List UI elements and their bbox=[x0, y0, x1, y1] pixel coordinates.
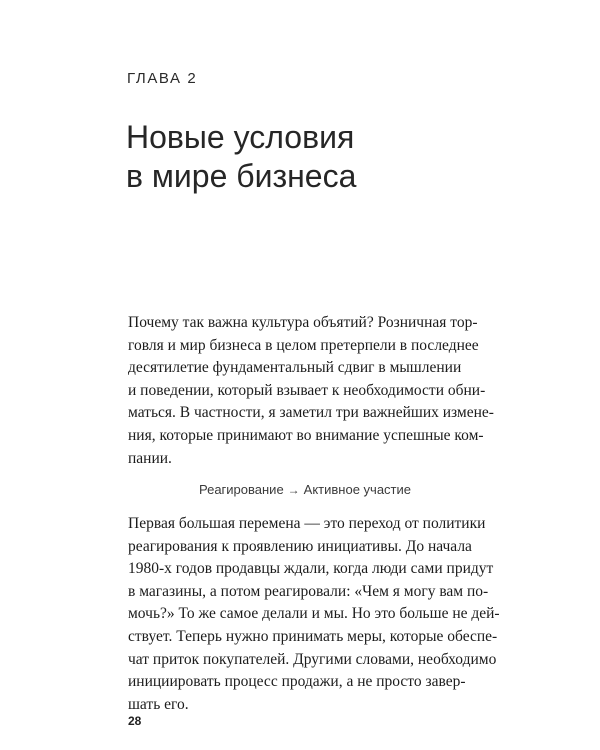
text-line: в магазины, а потом реагировали: «Чем я могу вам по- bbox=[128, 582, 489, 600]
text-line: мочь?» То же самое делали и мы. Но это больше не дей- bbox=[128, 605, 500, 623]
section-subheading bbox=[128, 482, 482, 497]
arrow-right-icon: → bbox=[287, 483, 300, 497]
chapter-title-line: Новые условия bbox=[126, 119, 355, 155]
body-paragraph-1 bbox=[128, 312, 494, 470]
page-number: 28 bbox=[128, 714, 142, 728]
text-line: и поведении, который взывает к необходимости обни- bbox=[128, 381, 486, 399]
text-line: десятилетие фундаментальный сдвиг в мышлении bbox=[128, 359, 462, 377]
subheading-right: Активное участие bbox=[303, 482, 411, 497]
chapter-title-line: в мире бизнеса bbox=[126, 158, 357, 194]
text-line: Почему так важна культура объятий? Розничная тор- bbox=[128, 314, 478, 331]
text-line: реагирования к проявлению инициативы. До начала bbox=[128, 537, 472, 555]
text-line: чат приток покупателей. Другими словами, необходимо bbox=[128, 650, 497, 668]
text-line: говля и мир бизнеса в целом претерпели в последнее bbox=[128, 336, 479, 354]
body-paragraph-2 bbox=[128, 513, 500, 716]
chapter-label: ГЛАВА 2 bbox=[127, 70, 198, 87]
subheading-left: Реагирование bbox=[198, 482, 284, 497]
text-line: шать его. bbox=[128, 695, 189, 713]
text-line: 1980-х годов продавцы ждали, когда люди сами придут bbox=[128, 560, 494, 578]
text-line: ствует. Теперь нужно принимать меры, которые обеспе- bbox=[128, 627, 498, 645]
text-line: инициировать процесс продажи, а не просто завер- bbox=[128, 673, 466, 691]
text-line: ния, которые принимают во внимание успешные ком- bbox=[128, 426, 484, 444]
text-line: маться. В частности, я заметил три важнейших измене- bbox=[128, 404, 494, 422]
text-line: Первая большая перемена — это переход от политики bbox=[128, 515, 486, 532]
text-line: пании. bbox=[128, 449, 172, 467]
chapter-title bbox=[126, 118, 506, 196]
